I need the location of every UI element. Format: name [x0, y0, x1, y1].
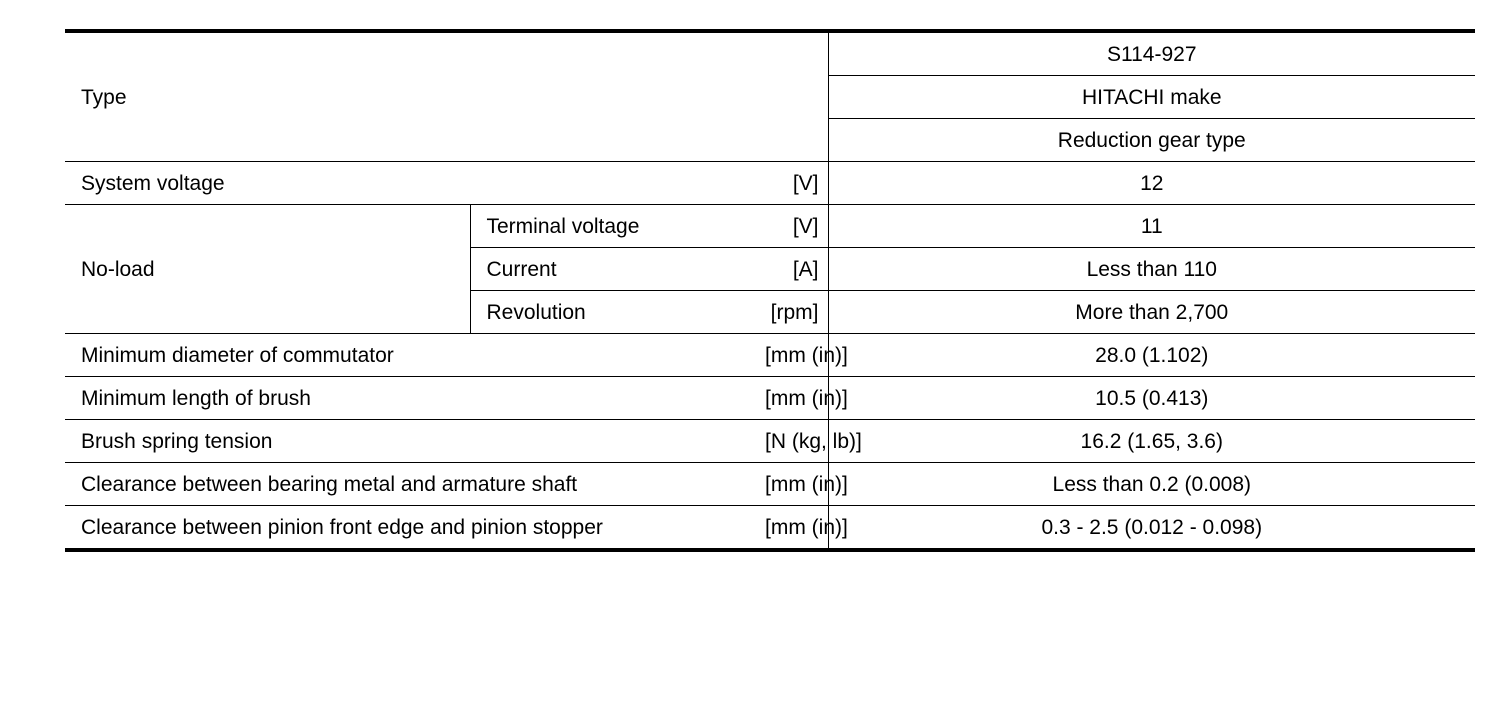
- system-voltage-value: 12: [828, 162, 1475, 205]
- commutator-diameter-value: 28.0 (1.102): [828, 334, 1475, 377]
- brush-length-unit: [mm (in)]: [765, 377, 828, 420]
- current-value: Less than 110: [828, 248, 1475, 291]
- spec-row-brush-length: [65, 377, 1475, 420]
- bearing-clearance-label: Clearance between bearing metal and armature shaft: [65, 463, 765, 506]
- type-value-make: HITACHI make: [828, 76, 1475, 119]
- system-voltage-row: [65, 162, 1475, 205]
- spec-row-pinion-clearance: [65, 506, 1475, 551]
- bearing-clearance-unit: [mm (in)]: [765, 463, 828, 506]
- system-voltage-unit: [V]: [765, 162, 828, 205]
- spec-row-bearing-clearance: [65, 463, 1475, 506]
- commutator-diameter-label: Minimum diameter of commutator: [65, 334, 765, 377]
- brush-length-label: Minimum length of brush: [65, 377, 765, 420]
- revolution-unit: [rpm]: [765, 291, 828, 334]
- current-label: Current: [470, 248, 765, 291]
- brush-length-value: 10.5 (0.413): [828, 377, 1475, 420]
- terminal-voltage-unit: [V]: [765, 205, 828, 248]
- revolution-label: Revolution: [470, 291, 765, 334]
- spec-row-brush-spring-tension: [65, 420, 1475, 463]
- bearing-clearance-value: Less than 0.2 (0.008): [828, 463, 1475, 506]
- commutator-diameter-unit: [mm (in)]: [765, 334, 828, 377]
- revolution-value: More than 2,700: [828, 291, 1475, 334]
- pinion-clearance-value: 0.3 - 2.5 (0.012 - 0.098): [828, 506, 1475, 551]
- terminal-voltage-value: 11: [828, 205, 1475, 248]
- type-row: [65, 31, 1475, 76]
- type-value-model: S114-927: [828, 31, 1475, 76]
- no-load-row-terminal-voltage: [65, 205, 1475, 248]
- type-label: Type: [65, 31, 828, 162]
- spec-row-commutator-diameter: [65, 334, 1475, 377]
- pinion-clearance-unit: [mm (in)]: [765, 506, 828, 551]
- brush-spring-tension-unit: [N (kg, lb)]: [765, 420, 828, 463]
- starter-spec-table: [65, 29, 1475, 552]
- current-unit: [A]: [765, 248, 828, 291]
- brush-spring-tension-label: Brush spring tension: [65, 420, 765, 463]
- system-voltage-label: System voltage: [65, 162, 765, 205]
- pinion-clearance-label: Clearance between pinion front edge and pinion stopper: [65, 506, 765, 551]
- terminal-voltage-label: Terminal voltage: [470, 205, 765, 248]
- brush-spring-tension-value: 16.2 (1.65, 3.6): [828, 420, 1475, 463]
- type-value-gear: Reduction gear type: [828, 119, 1475, 162]
- no-load-label: No-load: [65, 205, 470, 334]
